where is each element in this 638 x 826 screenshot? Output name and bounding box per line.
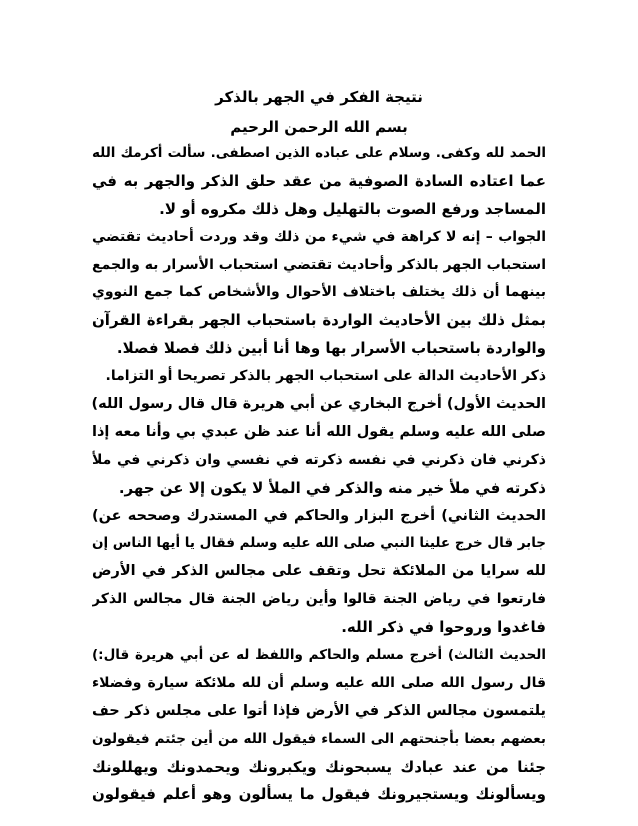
text-line: الحديث الأول) أخرج البخاري عن أبي هريرة قال قال رسول الله) <box>92 396 546 413</box>
text-line: فاغدوا وروحوا في ذكر الله. <box>341 618 546 637</box>
text-line: الحديث الثالث) أخرج مسلم والحاكم واللفظ له عن أبي هريرة قال:) <box>92 647 546 664</box>
text-line: يلتمسون مجالس الذكر في الأرض فإذا أتوا على مجلس ذكر حف <box>92 702 546 719</box>
text-line: المساجد ورفع الصوت بالتهليل وهل ذلك مكروه أو لا. <box>159 199 546 218</box>
text-line: استحباب الجهر بالذكر وأحاديث تقتضي استحباب الأسرار به والجمع <box>92 256 546 273</box>
text-line: بمثل ذلك بين الأحاديث الواردة باستحباب الجهر بقراءة القرآن <box>92 311 546 330</box>
text-line: ذكرته في ملأ خير منه والذكر في الملأ لا يكون إلا عن جهر. <box>118 478 546 497</box>
text-line: بعضهم بعضا بأجنحتهم الى السماء فيقول الله من أين جئتم فيقولون <box>92 730 546 747</box>
text-line: جئنا من عند عبادك يسبحونك ويكبرونك ويحمدونك ويهللونك <box>92 757 546 776</box>
text-line: ذكرني فان ذكرني في نفسه ذكرته في نفسي وان ذكرني في ملأ <box>92 451 546 468</box>
text-line: بينهما أن ذلك يختلف باختلاف الأحوال والأشخاص كما جمع النووي <box>92 284 546 301</box>
text-line: لله سرايا من الملائكة تحل وتقف على مجالس الذكر في الأرض <box>92 563 546 580</box>
text-line: صلى الله عليه وسلم يقول الله أنا عند ظن عبدي بي وأنا معه إذا <box>92 423 546 440</box>
basmala-heading: بسم الله الرحمن الرحيم <box>230 118 408 136</box>
text-line: فارتعوا في رياض الجنة قالوا وأين رياض الجنة قال مجالس الذكر <box>92 591 546 608</box>
text-line: عما اعتاده السادة الصوفية من عقد حلق الذكر والجهر به في <box>92 171 546 190</box>
text-line: الحمد لله وكفى. وسلام على عباده الذين اصطفى. سألت أكرمك الله <box>92 145 546 161</box>
text-line: الجواب – إنه لا كراهة في شيء من ذلك وقد وردت أحاديث تقتضي <box>92 228 546 245</box>
document-body <box>92 140 546 809</box>
text-line: والواردة باستحباب الأسرار بها وها أنا أبين ذلك فصلا فصلا. <box>116 339 546 358</box>
text-line: قال رسول الله صلى الله عليه وسلم أن لله ملائكة سيارة وفضلاء <box>92 674 546 691</box>
document-title: نتيجة الفكر في الجهر بالذكر <box>215 88 423 106</box>
text-line: ويسألونك ويستجيرونك فيقول ما يسألون وهو أعلم فيقولون <box>92 785 546 804</box>
text-line: الحديث الثاني) أخرج البزار والحاكم في المستدرك وصححه عن) <box>92 507 546 524</box>
text-line: ذكر الأحاديث الدالة على استحباب الجهر بالذكر تصريحا أو التزاما. <box>105 368 546 385</box>
text-line: جابر قال خرج علينا النبي صلى الله عليه وسلم فقال يا أيها الناس إن <box>92 535 546 552</box>
